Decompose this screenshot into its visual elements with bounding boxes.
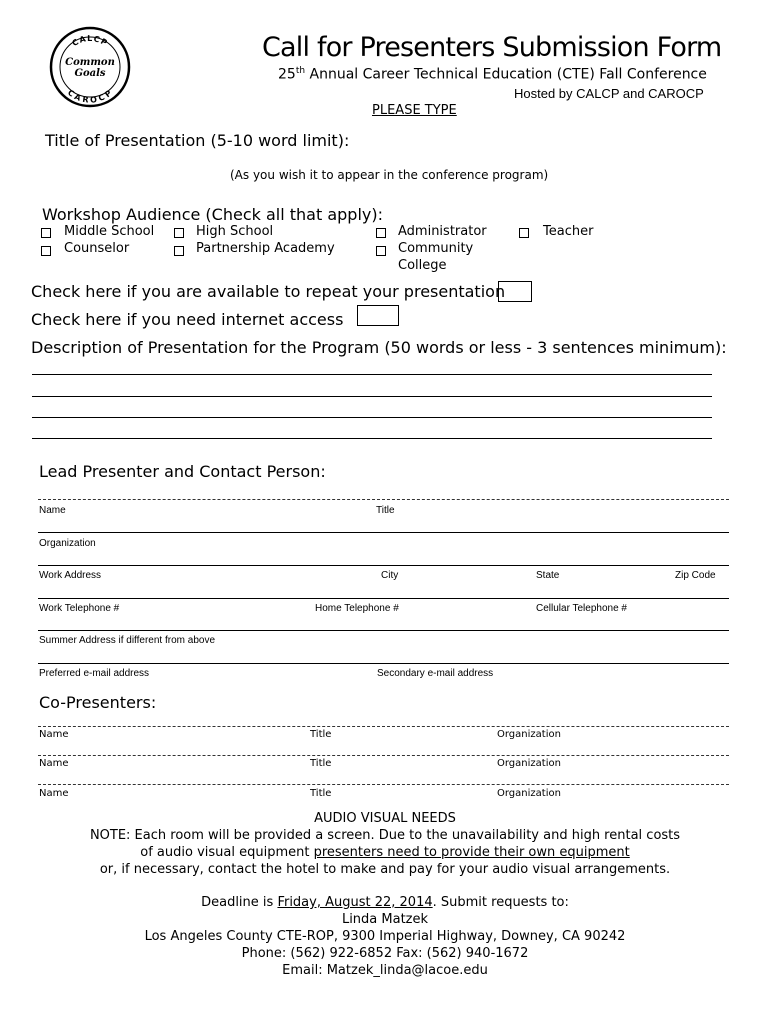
state-label: State <box>536 570 560 581</box>
phone-line[interactable] <box>38 598 729 599</box>
co-presenter-line-3[interactable] <box>38 784 729 785</box>
contact-phone: Phone: (562) 922-6852 Fax: (562) 940-1672 <box>241 946 529 961</box>
repeat-label: Check here if you are available to repeat your presentation <box>31 282 506 301</box>
co-title-label-2: Title <box>310 758 332 769</box>
av-note-line-2: of audio visual equipment presenters need to provide their own equipment <box>140 845 630 860</box>
contact-email: Email: Matzek_linda@lacoe.edu <box>282 963 488 978</box>
calcp-carocp-logo <box>49 26 131 108</box>
label-teacher: Teacher <box>543 224 594 239</box>
lead-name-label: Name <box>39 505 66 516</box>
organization-line[interactable] <box>38 532 729 533</box>
logo-mid-text-2: Goals <box>74 68 106 79</box>
label-college: College <box>398 258 447 273</box>
co-presenter-line-1[interactable] <box>38 726 729 727</box>
repeat-checkbox[interactable] <box>498 281 532 302</box>
presentation-title-label: Title of Presentation (5-10 word limit): <box>45 131 350 150</box>
deadline-line: Deadline is Friday, August 22, 2014. Submit requests to: <box>201 895 569 910</box>
co-name-label-2: Name <box>39 758 69 769</box>
av-note-line-1: NOTE: Each room will be provided a screen. Due to the unavailability and high rental costs <box>89 828 681 843</box>
co-title-label-1: Title <box>310 729 332 740</box>
logo-bottom-text: CAROCP <box>65 87 115 105</box>
please-type: PLEASE TYPE <box>372 103 457 118</box>
label-community: Community <box>398 241 474 256</box>
av-heading: AUDIO VISUAL NEEDS <box>314 811 456 826</box>
cell-phone-label: Cellular Telephone # <box>536 603 627 614</box>
address-line[interactable] <box>38 565 729 566</box>
name-title-line[interactable] <box>38 499 729 500</box>
description-label: Description of Presentation for the Program (50 words or less - 3 sentences minimum): <box>31 338 727 357</box>
svg-text:CALCP <box>71 34 110 48</box>
description-line-3[interactable] <box>32 417 712 418</box>
co-organization-label-2: Organization <box>497 758 561 769</box>
presentation-title-note: (As you wish it to appear in the conference program) <box>230 168 549 182</box>
description-line-2[interactable] <box>32 396 712 397</box>
checkbox-middle-school[interactable] <box>41 228 51 238</box>
home-phone-label: Home Telephone # <box>315 603 399 614</box>
checkbox-teacher[interactable] <box>519 228 529 238</box>
city-label: City <box>381 570 399 581</box>
co-presenter-line-2[interactable] <box>38 755 729 756</box>
label-counselor: Counselor <box>64 241 130 256</box>
label-partnership-academy: Partnership Academy <box>196 241 335 256</box>
lead-heading: Lead Presenter and Contact Person: <box>39 462 326 481</box>
description-line-1[interactable] <box>32 374 712 375</box>
work-phone-label: Work Telephone # <box>39 603 120 614</box>
logo-mid-text-1: Common <box>65 57 115 68</box>
contact-address: Los Angeles County CTE-ROP, 9300 Imperial Highway, Downey, CA 90242 <box>144 929 626 944</box>
internet-label: Check here if you need internet access <box>31 310 344 329</box>
checkbox-administrator[interactable] <box>376 228 386 238</box>
checkbox-partnership-academy[interactable] <box>174 246 184 256</box>
zip-label: Zip Code <box>675 570 716 581</box>
summer-address-label: Summer Address if different from above <box>39 635 216 646</box>
label-middle-school: Middle School <box>64 224 155 239</box>
checkbox-counselor[interactable] <box>41 246 51 256</box>
audience-label: Workshop Audience (Check all that apply): <box>42 205 383 224</box>
description-line-4[interactable] <box>32 438 712 439</box>
label-high-school: High School <box>196 224 274 239</box>
email-line[interactable] <box>38 663 729 664</box>
checkbox-community-college[interactable] <box>376 246 386 256</box>
co-name-label-3: Name <box>39 788 69 799</box>
internet-checkbox[interactable] <box>357 305 399 326</box>
contact-name: Linda Matzek <box>341 912 429 927</box>
co-presenters-heading: Co-Presenters: <box>39 693 157 712</box>
co-organization-label-1: Organization <box>497 729 561 740</box>
co-title-label-3: Title <box>310 788 332 799</box>
label-administrator: Administrator <box>398 224 487 239</box>
conference-subtitle: 25th Annual Career Technical Education (CTE) Fall Conference <box>278 66 707 83</box>
summer-address-line[interactable] <box>38 630 729 631</box>
checkbox-high-school[interactable] <box>174 228 184 238</box>
form-title: Call for Presenters Submission Form <box>262 32 722 63</box>
co-name-label-1: Name <box>39 729 69 740</box>
secondary-email-label: Secondary e-mail address <box>377 668 494 679</box>
work-address-label: Work Address <box>39 570 102 581</box>
co-organization-label-3: Organization <box>497 788 561 799</box>
logo-top-text: CALCP <box>70 33 110 49</box>
preferred-email-label: Preferred e-mail address <box>39 668 150 679</box>
lead-organization-label: Organization <box>39 538 96 549</box>
lead-title-label: Title <box>376 505 395 516</box>
av-note-line-3: or, if necessary, contact the hotel to make and pay for your audio visual arrangements. <box>99 862 671 877</box>
hosted-by: Hosted by CALCP and CAROCP <box>514 86 704 101</box>
